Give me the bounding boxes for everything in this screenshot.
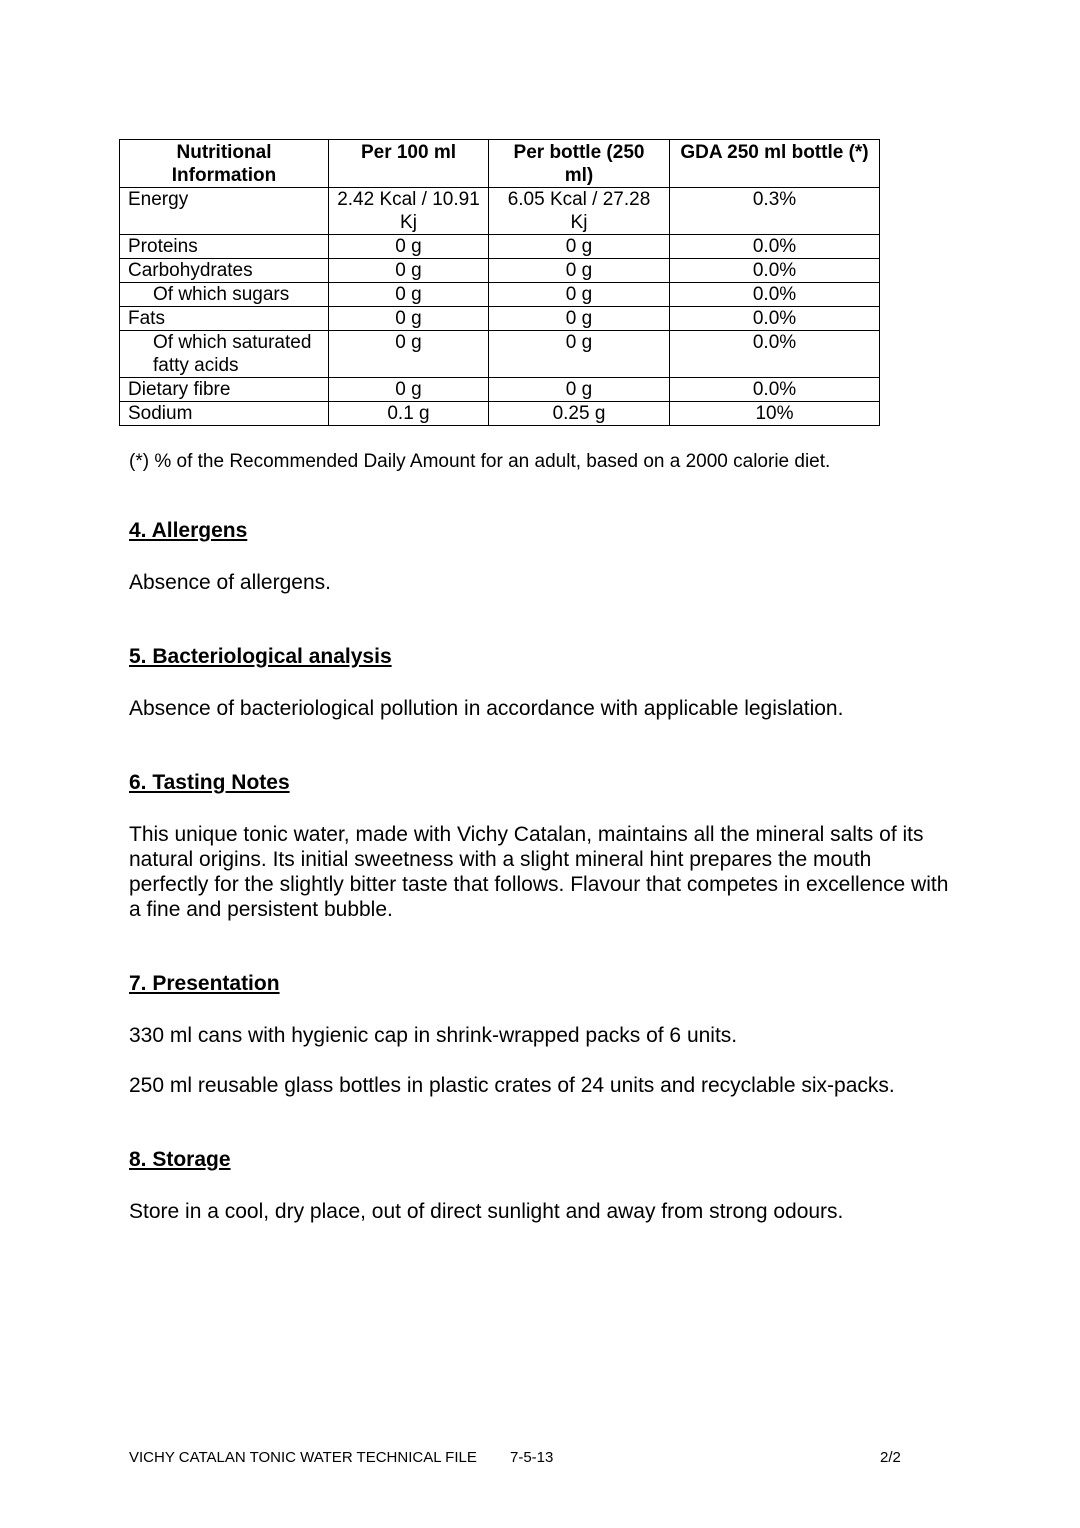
gda-value: 0.0% <box>670 331 880 378</box>
table-row <box>120 378 880 402</box>
per-bottle-value: 0 g <box>489 283 670 307</box>
nutrient-name: Fats <box>120 307 329 331</box>
table-row <box>120 235 880 259</box>
header-per-bottle: Per bottle (250 ml) <box>489 140 670 188</box>
gda-value: 0.0% <box>670 259 880 283</box>
allergens-text: Absence of allergens. <box>129 571 331 594</box>
nutrient-name: Energy <box>120 188 329 235</box>
gda-value: 0.0% <box>670 307 880 331</box>
table-row <box>120 188 880 235</box>
per-bottle-value: 0 g <box>489 331 670 378</box>
nutrient-name: Dietary fibre <box>120 378 329 402</box>
table-header-row <box>120 140 880 188</box>
header-gda: GDA 250 ml bottle (*) <box>670 140 880 188</box>
storage-text: Store in a cool, dry place, out of direct sunlight and away from strong odours. <box>129 1200 844 1223</box>
nutrition-table <box>119 139 880 426</box>
nutrient-name: Of which sugars <box>120 283 329 307</box>
header-per-100ml: Per 100 ml <box>329 140 489 188</box>
gda-value: 0.0% <box>670 283 880 307</box>
per-100ml-value: 0 g <box>329 378 489 402</box>
per-bottle-value: 0.25 g <box>489 402 670 426</box>
nutrient-name: Proteins <box>120 235 329 259</box>
footer-page-number: 2/2 <box>880 1449 901 1466</box>
presentation-bottles-text: 250 ml reusable glass bottles in plastic crates of 24 units and recyclable six-packs. <box>129 1074 895 1097</box>
per-bottle-value: 0 g <box>489 378 670 402</box>
per-100ml-value: 0 g <box>329 259 489 283</box>
per-100ml-value: 0 g <box>329 331 489 378</box>
per-bottle-value: 0 g <box>489 307 670 331</box>
nutrient-name: Sodium <box>120 402 329 426</box>
allergens-heading: 4. Allergens <box>129 519 248 542</box>
presentation-heading: 7. Presentation <box>129 972 280 995</box>
nutrient-name: Carbohydrates <box>120 259 329 283</box>
table-row <box>120 402 880 426</box>
gda-value: 0.3% <box>670 188 880 235</box>
table-footnote: (*) % of the Recommended Daily Amount for an adult, based on a 2000 calorie diet. <box>129 451 831 472</box>
per-100ml-value: 0 g <box>329 283 489 307</box>
tasting-notes-text: This unique tonic water, made with Vichy Catalan, maintains all the mineral salts of its natural origins. Its initial sweetness with a slight mineral hint prepares the mouth perfectly for the slightly bitter taste that follows. Flavour that competes in excellence with a fine and persistent bubble. <box>129 823 949 921</box>
table-row <box>120 283 880 307</box>
per-100ml-value: 0 g <box>329 235 489 259</box>
presentation-cans-text: 330 ml cans with hygienic cap in shrink-wrapped packs of 6 units. <box>129 1024 738 1047</box>
table-row <box>120 331 880 378</box>
footer-date: 7-5-13 <box>510 1449 554 1466</box>
table-row <box>120 259 880 283</box>
per-100ml-value: 0 g <box>329 307 489 331</box>
nutrient-name: Of which saturated fatty acids <box>120 331 329 378</box>
footer-document-title: VICHY CATALAN TONIC WATER TECHNICAL FILE <box>129 1449 477 1466</box>
per-100ml-value: 2.42 Kcal / 10.91 Kj <box>329 188 489 235</box>
tasting-notes-heading: 6. Tasting Notes <box>129 771 290 794</box>
per-bottle-value: 6.05 Kcal / 27.28 Kj <box>489 188 670 235</box>
per-100ml-value: 0.1 g <box>329 402 489 426</box>
per-bottle-value: 0 g <box>489 259 670 283</box>
bacteriological-text: Absence of bacteriological pollution in accordance with applicable legislation. <box>129 697 844 720</box>
gda-value: 10% <box>670 402 880 426</box>
gda-value: 0.0% <box>670 378 880 402</box>
per-bottle-value: 0 g <box>489 235 670 259</box>
bacteriological-heading: 5. Bacteriological analysis <box>129 645 392 668</box>
header-nutritional-information: Nutritional Information <box>120 140 329 188</box>
gda-value: 0.0% <box>670 235 880 259</box>
storage-heading: 8. Storage <box>129 1148 231 1171</box>
table-row <box>120 307 880 331</box>
